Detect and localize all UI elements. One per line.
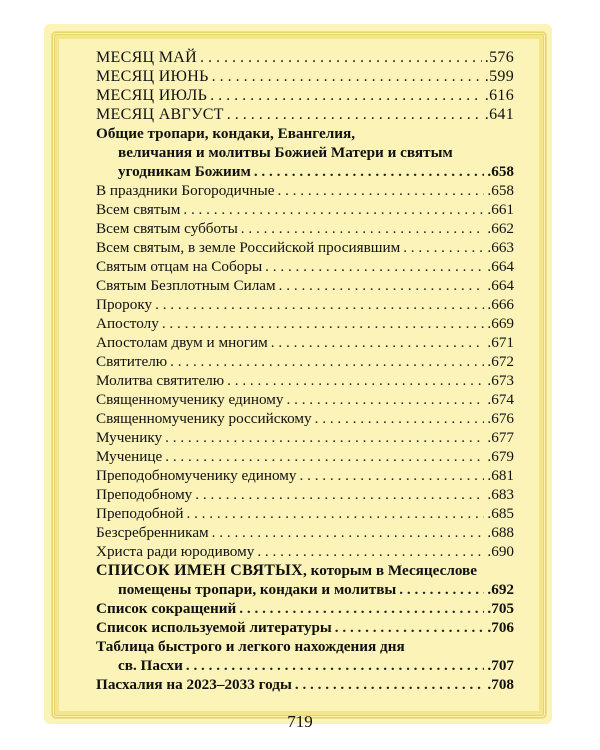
toc-title: МЕСЯЦ МАЙ <box>96 49 197 66</box>
toc-page: .662 <box>487 220 514 237</box>
toc-title: Преподобномученику единому <box>96 467 297 484</box>
toc-leader <box>265 257 484 276</box>
toc-entries <box>96 181 514 561</box>
toc-row-entry[interactable] <box>96 447 514 466</box>
toc-title: Список используемой литературы <box>96 619 332 636</box>
toc-leader <box>227 105 482 124</box>
toc-row-entry[interactable] <box>96 409 514 428</box>
toc-leader <box>403 238 484 257</box>
toc-page: .705 <box>487 600 514 617</box>
toc-page: .658 <box>487 182 514 199</box>
toc-leader <box>186 504 484 523</box>
common-heading-line2: величания и молитвы Божией Матери и святым <box>118 144 453 161</box>
toc-title: Список сокращений <box>96 600 237 617</box>
toc-row-entry[interactable] <box>96 314 514 333</box>
toc-row-entry[interactable] <box>96 466 514 485</box>
toc-title: Священномученику российскому <box>96 410 312 427</box>
toc-row-june[interactable] <box>96 67 514 86</box>
toc-leader <box>239 599 484 618</box>
toc-leader <box>212 523 485 542</box>
toc-row-entry[interactable] <box>96 276 514 295</box>
toc-page: .707 <box>487 657 514 674</box>
toc-page: .663 <box>487 239 514 256</box>
toc-row-entry[interactable] <box>96 352 514 371</box>
toc-row-entry[interactable] <box>96 200 514 219</box>
toc-row-july[interactable] <box>96 86 514 105</box>
toc-leader <box>212 67 482 86</box>
toc-title: Безсребренникам <box>96 524 209 541</box>
toc-page: .683 <box>487 486 514 503</box>
toc-leader <box>165 428 484 447</box>
toc-page: .681 <box>487 467 514 484</box>
toc-row-entry[interactable] <box>96 390 514 409</box>
saints-list-line1 <box>96 561 514 580</box>
toc-title: Пророку <box>96 296 153 313</box>
toc-page: .599 <box>484 68 514 85</box>
toc-row-entry[interactable] <box>96 371 514 390</box>
toc-title: МЕСЯЦ АВГУСТ <box>96 106 224 123</box>
toc-title: Преподобной <box>96 505 184 522</box>
toc-page: .674 <box>487 391 514 408</box>
toc-page: .669 <box>487 315 514 332</box>
toc-leader <box>186 656 485 675</box>
toc-leader <box>210 86 482 105</box>
toc-leader <box>279 276 485 295</box>
toc-leader <box>165 447 484 466</box>
toc-title: МЕСЯЦ ИЮНЬ <box>96 68 209 85</box>
common-heading-line1: Общие тропари, кондаки, Евангелия, <box>96 125 356 142</box>
toc-title: Всем святым субботы <box>96 220 238 237</box>
toc-leader <box>277 181 484 200</box>
toc-page: .673 <box>487 372 514 389</box>
toc-leader <box>162 314 485 333</box>
toc-title: Святым Безплотным Силам <box>96 277 276 294</box>
toc-row-august[interactable] <box>96 105 514 124</box>
toc-leader <box>170 352 484 371</box>
toc-leader <box>200 48 482 67</box>
toc-row-entry[interactable] <box>96 542 514 561</box>
toc-page: .616 <box>484 87 514 104</box>
toc-title: Мученику <box>96 429 163 446</box>
toc-page: .661 <box>487 201 514 218</box>
toc-row-may[interactable] <box>96 48 514 67</box>
toc-title: В праздники Богородичные <box>96 182 275 199</box>
toc-row-saints-list[interactable] <box>96 580 514 599</box>
toc-row-entry[interactable] <box>96 485 514 504</box>
toc-row-entry[interactable] <box>96 238 514 257</box>
easter-table-line1: Таблица быстрого и легкого нахождения дня <box>96 638 405 655</box>
toc-row-paschalia[interactable] <box>96 675 514 694</box>
toc-page: .677 <box>487 429 514 446</box>
toc-page: .664 <box>487 258 514 275</box>
toc-title: Христа ради юродивому <box>96 543 255 560</box>
toc-row-entry[interactable] <box>96 428 514 447</box>
toc-page: .671 <box>487 334 514 351</box>
toc-row-literature[interactable] <box>96 618 514 637</box>
toc-title: МЕСЯЦ ИЮЛЬ <box>96 87 208 104</box>
toc-page: .576 <box>484 49 514 66</box>
toc-row-entry[interactable] <box>96 523 514 542</box>
toc-title: Священномученику единому <box>96 391 284 408</box>
toc-title: Всем святым, в земле Российской просиявшим <box>96 239 401 256</box>
toc-leader <box>257 542 484 561</box>
toc-leader <box>155 295 484 314</box>
toc-title: Святым отцам на Соборы <box>96 258 263 275</box>
toc-row-entry[interactable] <box>96 295 514 314</box>
toc-row-entry[interactable] <box>96 257 514 276</box>
toc-leader <box>254 162 485 181</box>
toc-title: Молитва святителю <box>96 372 225 389</box>
toc-leader <box>271 333 485 352</box>
toc-leader <box>300 466 485 485</box>
toc-row-abbreviations[interactable] <box>96 599 514 618</box>
toc-page: .679 <box>487 448 514 465</box>
toc-leader <box>335 618 485 637</box>
toc-title: св. Пасхи <box>118 657 183 674</box>
toc-leader <box>399 580 484 599</box>
toc-title: Апостолу <box>96 315 159 332</box>
toc-page: .706 <box>487 619 514 636</box>
table-of-contents <box>96 48 514 694</box>
toc-row-easter-table[interactable] <box>96 656 514 675</box>
toc-leader <box>227 371 484 390</box>
toc-title: помещены тропари, кондаки и молитвы <box>118 581 397 598</box>
toc-page: .708 <box>487 676 514 693</box>
toc-row-common[interactable] <box>96 162 514 181</box>
toc-page: .685 <box>487 505 514 522</box>
toc-page: .688 <box>487 524 514 541</box>
toc-title: Святителю <box>96 353 168 370</box>
toc-leader <box>241 219 485 238</box>
toc-page: .664 <box>487 277 514 294</box>
toc-leader <box>195 485 484 504</box>
toc-title: Преподобному <box>96 486 193 503</box>
toc-leader <box>315 409 485 428</box>
toc-page: .658 <box>487 163 514 180</box>
toc-row-entry[interactable] <box>96 219 514 238</box>
toc-title: Мученице <box>96 448 163 465</box>
toc-page: .690 <box>487 543 514 560</box>
toc-title: Пасхалия на 2023–2033 годы <box>96 676 292 693</box>
toc-row-entry[interactable] <box>96 333 514 352</box>
toc-page: .692 <box>487 581 514 598</box>
saints-list-caps: СПИСОК ИМЕН СВЯТЫХ <box>96 562 304 579</box>
toc-page: .666 <box>487 296 514 313</box>
toc-title: угодникам Божиим <box>118 163 251 180</box>
toc-leader <box>183 200 484 219</box>
toc-page: .641 <box>484 106 514 123</box>
toc-row-entry[interactable] <box>96 504 514 523</box>
toc-row-entry[interactable] <box>96 181 514 200</box>
page-number: 719 <box>287 712 313 731</box>
saints-list-rest: , которым в Месяцеслове <box>303 562 477 579</box>
toc-leader <box>287 390 485 409</box>
toc-title: Апостолам двум и многим <box>96 334 268 351</box>
toc-page: .676 <box>487 410 514 427</box>
toc-page: .672 <box>487 353 514 370</box>
toc-title: Всем святым <box>96 201 181 218</box>
toc-leader <box>295 675 485 694</box>
